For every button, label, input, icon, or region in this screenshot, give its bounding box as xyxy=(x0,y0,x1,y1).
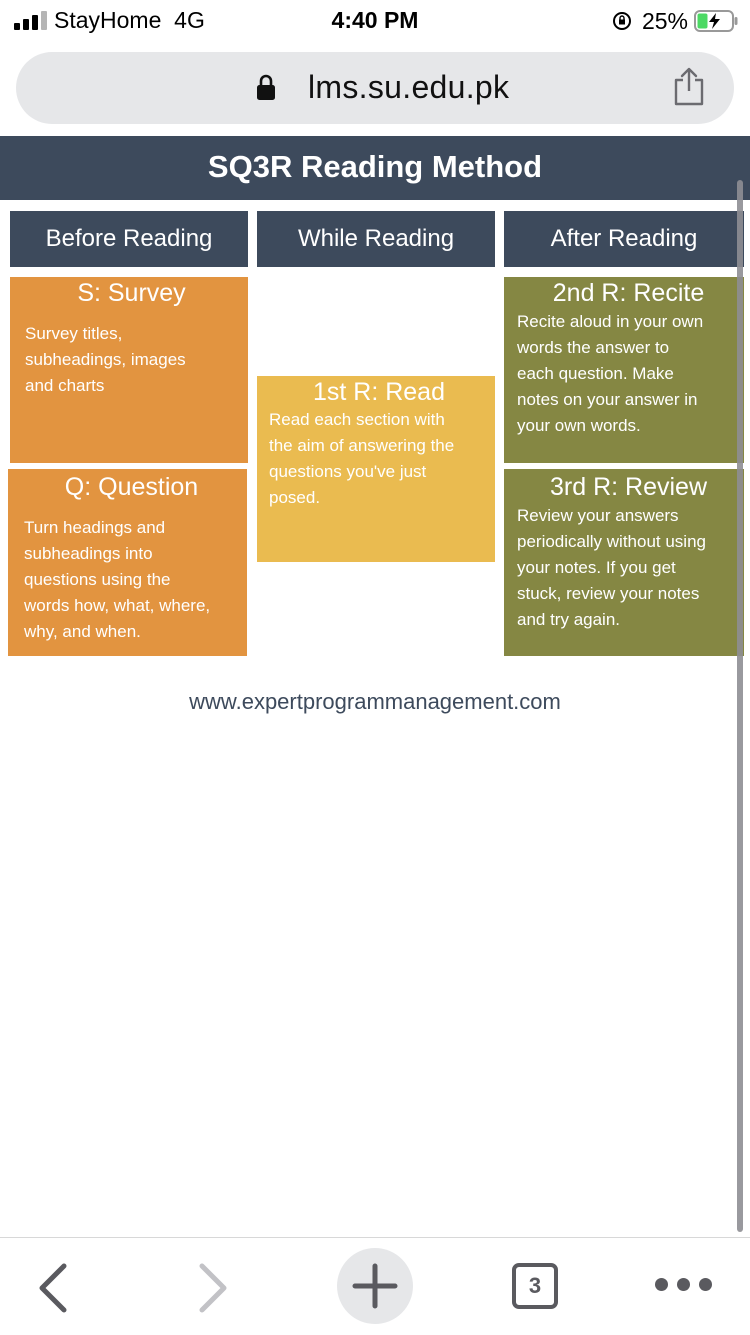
card-line: and charts xyxy=(25,376,105,395)
card-line: Read each section with xyxy=(269,410,445,429)
column-header-after: After Reading xyxy=(504,211,744,267)
address-bar[interactable] xyxy=(16,52,734,124)
card-read xyxy=(257,376,495,562)
card-line: posed. xyxy=(269,488,321,507)
card-survey xyxy=(10,277,248,463)
card-line: words how, what, where, xyxy=(24,596,211,615)
card-heading: 1st R: Read xyxy=(312,378,445,406)
status-bar xyxy=(0,0,750,42)
card-line: your own words. xyxy=(517,416,641,435)
card-text xyxy=(517,309,740,439)
card-line: Review your answers xyxy=(517,506,679,525)
card-text xyxy=(25,321,238,399)
orientation-lock-icon xyxy=(612,11,632,31)
card-line: periodically without using xyxy=(517,532,706,551)
card-line: Turn headings and xyxy=(24,518,166,537)
card-text xyxy=(517,503,740,633)
battery-percent: 25% xyxy=(641,7,688,34)
new-tab-button[interactable] xyxy=(337,1248,413,1324)
battery-charging-icon xyxy=(694,9,738,33)
card-line: each question. Make xyxy=(517,364,674,383)
card-text xyxy=(24,515,239,645)
status-right xyxy=(612,7,738,35)
card-line: and try again. xyxy=(517,610,621,629)
scrollbar[interactable] xyxy=(737,180,743,1232)
forward-chevron-icon[interactable] xyxy=(196,1262,230,1314)
card-review xyxy=(504,469,744,656)
card-recite xyxy=(504,277,744,463)
lock-icon xyxy=(257,74,275,100)
back-chevron-icon[interactable] xyxy=(36,1262,70,1314)
card-question xyxy=(8,469,247,656)
card-line: words the answer to xyxy=(517,338,670,357)
share-icon[interactable] xyxy=(672,66,706,106)
card-line: subheadings into xyxy=(24,544,153,563)
card-line: notes on your answer in xyxy=(517,390,698,409)
card-line: subheadings, images xyxy=(25,350,186,369)
card-line: stuck, review your notes xyxy=(517,584,700,603)
more-options-icon[interactable] xyxy=(655,1278,713,1292)
plus-icon xyxy=(337,1248,413,1324)
card-heading: S: Survey xyxy=(77,279,186,307)
card-heading: 2nd R: Recite xyxy=(552,279,705,307)
card-line: questions using the xyxy=(24,570,171,589)
column-header-before: Before Reading xyxy=(10,211,248,267)
card-line: your notes. If you get xyxy=(517,558,676,577)
tabs-button[interactable]: 3 xyxy=(512,1263,558,1309)
card-line: why, and when. xyxy=(24,622,141,641)
browser-toolbar xyxy=(0,1237,750,1335)
card-line: Survey titles, xyxy=(25,324,123,343)
carrier-name: StayHome xyxy=(54,7,162,33)
card-text xyxy=(269,407,489,511)
card-heading: Q: Question xyxy=(64,473,199,501)
network-type: 4G xyxy=(174,7,205,33)
url-text[interactable]: lms.su.edu.pk xyxy=(308,69,510,105)
card-line: Recite aloud in your own xyxy=(517,312,704,331)
card-line: questions you've just xyxy=(269,462,427,481)
card-heading: 3rd R: Review xyxy=(550,473,707,501)
clock: 4:40 PM xyxy=(331,7,419,33)
column-header-while: While Reading xyxy=(257,211,495,267)
infographic-title: SQ3R Reading Method xyxy=(0,136,750,200)
source-url: www.expertprogrammanagement.com xyxy=(189,689,561,714)
card-line: the aim of answering the xyxy=(269,436,455,455)
